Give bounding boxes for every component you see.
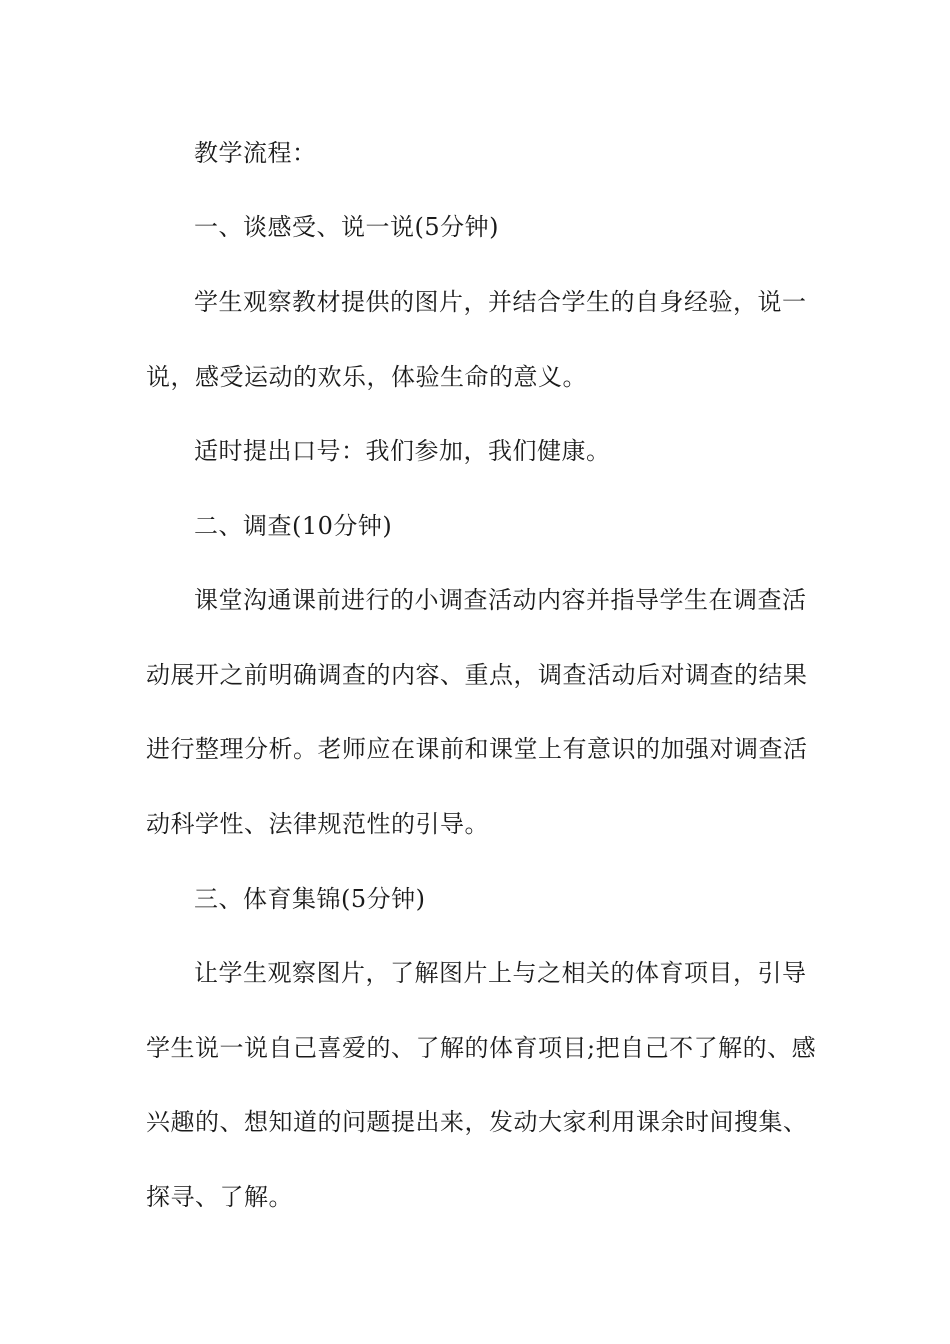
paragraph-line: 进行整理分析。老师应在课前和课堂上有意识的加强对调查活 (146, 735, 808, 763)
paragraph-line: 学生观察教材提供的图片，并结合学生的自身经验，说一 (194, 288, 807, 316)
heading: 教学流程： (194, 139, 317, 167)
paragraph-line: 兴趣的、想知道的问题提出来，发动大家利用课余时间搜集、 (146, 1108, 808, 1136)
section-title-3: 三、体育集锦(5分钟) (194, 885, 426, 913)
paragraph-line: 课堂沟通课前进行的小调查活动内容并指导学生在调查活 (194, 586, 807, 614)
section-title-2: 二、调查(10分钟) (194, 512, 393, 540)
paragraph-line: 动展开之前明确调查的内容、重点，调查活动后对调查的结果 (146, 661, 808, 689)
section-title-1: 一、谈感受、说一说(5分钟) (194, 213, 499, 241)
paragraph-line: 动科学性、法律规范性的引导。 (146, 810, 489, 838)
paragraph-line: 让学生观察图片，了解图片上与之相关的体育项目，引导 (194, 959, 807, 987)
paragraph-line: 探寻、了解。 (146, 1183, 293, 1211)
paragraph-line: 说，感受运动的欢乐，体验生命的意义。 (146, 363, 587, 391)
paragraph-line: 适时提出口号：我们参加，我们健康。 (194, 437, 611, 465)
paragraph-line: 学生说一说自己喜爱的、了解的体育项目;把自己不了解的、感 (146, 1034, 817, 1062)
